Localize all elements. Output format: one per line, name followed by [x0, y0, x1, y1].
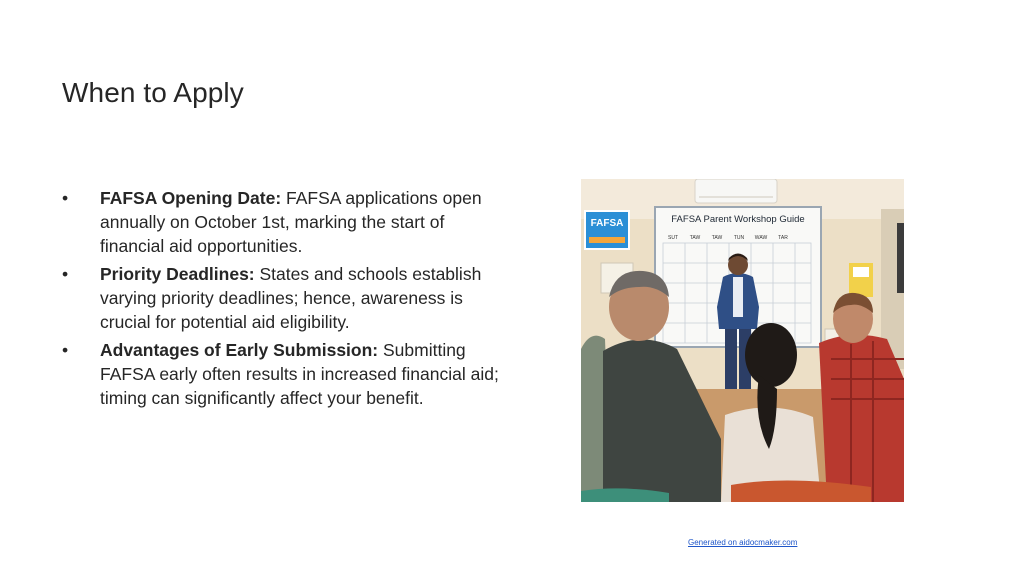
bullet-marker: • — [62, 340, 69, 360]
bullet-text: States and schools establish varying priority deadlines; hence, awareness is crucial for potential aid eligibility. — [100, 264, 482, 332]
calendar-day: SUT — [668, 235, 678, 241]
poster-yellow-inner — [853, 267, 869, 277]
workshop-photo — [581, 179, 904, 502]
air-conditioner — [695, 179, 777, 203]
aidocmaker-link[interactable]: Generated on aidocmaker.com — [688, 538, 798, 547]
bullet-marker: • — [62, 264, 69, 284]
slide-title: When to Apply — [62, 77, 244, 108]
door-frame — [897, 223, 904, 293]
bullet-text: FAFSA applications open annually on October 1st, marking the start of financial aid opportunities. — [100, 188, 482, 256]
fafsa-sign — [585, 211, 629, 249]
audience-woman-head — [745, 323, 797, 387]
bullet-text: Submitting FAFSA early often results in increased financial aid; timing can significantly affect your benefit. — [100, 340, 499, 408]
calendar-day: WAW — [754, 235, 768, 241]
bullet-item — [62, 338, 502, 410]
board-title: FAFSA Parent Workshop Guide — [671, 214, 805, 225]
workshop-illustration — [581, 179, 904, 502]
bullet-list — [62, 186, 502, 414]
bullet-heading: Priority Deadlines: — [100, 264, 255, 284]
calendar-day: TAR — [778, 235, 788, 241]
bullet-marker: • — [62, 188, 69, 208]
fafsa-sign-text: FAFSA — [590, 218, 624, 229]
calendar-day: TUN — [733, 235, 745, 241]
bullet-heading: FAFSA Opening Date: — [100, 188, 282, 208]
bullet-item — [62, 262, 502, 334]
calendar-day: TAW — [689, 235, 701, 241]
bullet-heading: Advantages of Early Submission: — [100, 340, 379, 360]
bullet-item — [62, 186, 502, 258]
sign-stripe — [589, 237, 625, 243]
calendar-day: TAW — [711, 235, 723, 241]
speaker-shirt — [733, 277, 743, 317]
